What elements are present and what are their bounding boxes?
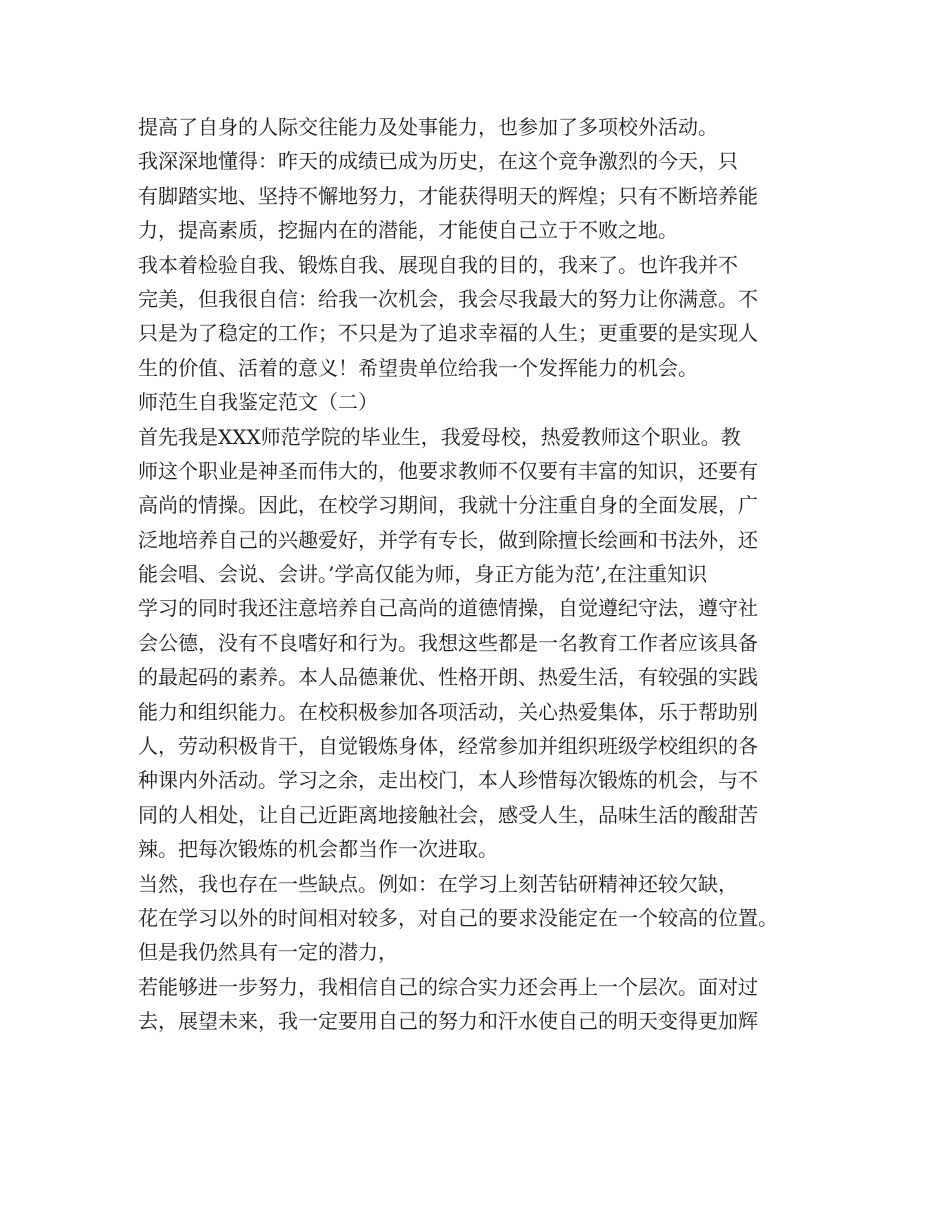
text-line: 生的价值、活着的意义！希望贵单位给我一个发挥能力的机会。	[138, 355, 698, 380]
text-line: 同的人相处，让自己近距离地接触社会，感受人生，品味生活的酸甜苦	[138, 802, 758, 827]
document-body	[138, 110, 828, 1039]
text-line: 只是为了稳定的工作；不只是为了追求幸福的人生；更重要的是实现人	[138, 321, 758, 346]
text-line: 力，提高素质，挖掘内在的潜能，才能使自己立于不败之地。	[138, 218, 678, 243]
text-line: 若能够进一步努力，我相信自己的综合实力还会再上一个层次。面对过	[138, 974, 758, 999]
text-line: 有脚踏实地、坚持不懈地努力，才能获得明天的辉煌；只有不断培养能	[138, 183, 758, 208]
text-line: 花在学习以外的时间相对较多，对自己的要求没能定在一个较高的位置。	[138, 905, 778, 930]
text-line: 高尚的情操。因此，在校学习期间，我就十分注重自身的全面发展，广	[138, 493, 758, 518]
text-line: 首先我是XXX师范学院的毕业生，我爱母校，热爱教师这个职业。教	[138, 424, 741, 449]
text-line: 能会唱、会说、会讲。’学高仅能为师，身正方能为范’,在注重知识	[138, 562, 708, 587]
text-line: 会公德，没有不良嗜好和行为。我想这些都是一名教育工作者应该具备	[138, 630, 758, 655]
text-line: 完美，但我很自信：给我一次机会，我会尽我最大的努力让你满意。不	[138, 286, 758, 311]
text-line: 能力和组织能力。在校积极参加各项活动，关心热爱集体，乐于帮助别	[138, 699, 758, 724]
text-line: 但是我仍然具有一定的潜力，	[138, 940, 398, 965]
section-heading: 师范生自我鉴定范文（二）	[138, 390, 378, 415]
text-line: 人，劳动积极肯干，自觉锻炼身体，经常参加并组织班级学校组织的各	[138, 734, 758, 759]
text-line: 种课内外活动。学习之余，走出校门，本人珍惜每次锻炼的机会，与不	[138, 768, 758, 793]
text-line: 我深深地懂得：昨天的成绩已成为历史，在这个竞争激烈的今天，只	[138, 149, 738, 174]
text-line: 泛地培养自己的兴趣爱好，并学有专长，做到除擅长绘画和书法外，还	[138, 527, 758, 552]
text-line: 我本着检验自我、锻炼自我、展现自我的目的，我来了。也许我并不	[138, 252, 738, 277]
text-line: 学习的同时我还注意培养自己高尚的道德情操，自觉遵纪守法，遵守社	[138, 596, 758, 621]
text-line: 去，展望未来，我一定要用自己的努力和汗水使自己的明天变得更加辉	[138, 1009, 758, 1034]
text-line: 提高了自身的人际交往能力及处事能力，也参加了多项校外活动。	[138, 115, 718, 139]
text-line: 的最起码的素养。本人品德兼优、性格开朗、热爱生活，有较强的实践	[138, 665, 758, 690]
text-line: 辣。把每次锻炼的机会都当作一次进取。	[138, 837, 498, 862]
text-line: 当然，我也存在一些缺点。例如：在学习上刻苦钻研精神还较欠缺，	[138, 871, 738, 896]
text-line: 师这个职业是神圣而伟大的，他要求教师不仅要有丰富的知识，还要有	[138, 458, 758, 483]
